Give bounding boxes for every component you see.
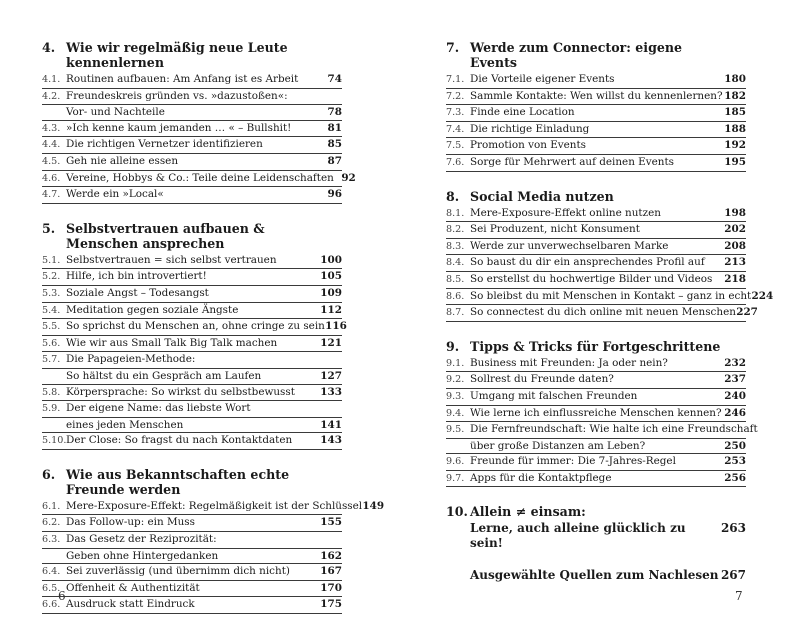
- entry-page: 202: [724, 223, 746, 236]
- entry-title: Die richtige Einladung: [470, 122, 590, 135]
- toc-entry: [42, 564, 342, 581]
- toc-section: [446, 504, 746, 551]
- entry-title: Der eigene Name: das liebste Wort: [66, 402, 251, 415]
- entry-page: 180: [724, 73, 746, 85]
- section-number: 5.: [42, 220, 56, 236]
- entry-page: 78: [327, 106, 342, 119]
- toc-entry: [42, 549, 342, 565]
- entry-page: 185: [724, 106, 746, 119]
- toc-entry: [42, 352, 342, 369]
- section-heading: [446, 504, 746, 519]
- entry-title: Die Papageien-Methode:: [66, 353, 196, 366]
- toc-entry: [42, 401, 342, 418]
- entry-title: Das Gesetz der Reziprozität:: [66, 533, 217, 546]
- entry-page: 232: [724, 356, 746, 369]
- toc-entry: [446, 255, 746, 272]
- entry-number: 8.6.: [446, 290, 465, 302]
- entry-title: Sammle Kontakte: Wen willst du kennenlernen?: [470, 89, 723, 102]
- entry-number: 5.5.: [42, 321, 61, 333]
- entry-title: Apps für die Kontaktpflege: [470, 471, 612, 484]
- toc-entry: [446, 138, 746, 155]
- entry-title: Sei zuverlässig (und übernimm dich nicht): [66, 565, 290, 578]
- entry-title: Offenheit & Authentizität: [66, 581, 200, 594]
- section-heading: [446, 339, 746, 354]
- entry-title: Ausdruck statt Eindruck: [66, 598, 195, 611]
- toc-entry: [42, 286, 342, 303]
- toc-entry: [42, 121, 342, 138]
- entry-page: 213: [724, 256, 746, 269]
- entry-title: Geben ohne Hintergedanken: [66, 549, 219, 562]
- entry-title: Hilfe, ich bin introvertiert!: [66, 270, 207, 283]
- entry-number: 4.2.: [42, 90, 61, 102]
- entry-title: Meditation gegen soziale Ängste: [66, 303, 239, 316]
- toc-entry: [42, 418, 342, 434]
- entry-number: 4.7.: [42, 189, 61, 201]
- entry-number: 7.4.: [446, 123, 465, 135]
- entry-title: Sorge für Mehrwert auf deinen Events: [470, 155, 674, 168]
- entry-number: 7.5.: [446, 140, 465, 152]
- toc-entry: [446, 471, 746, 488]
- entry-title: Werde zur unverwechselbaren Marke: [470, 239, 669, 252]
- entry-page: 256: [724, 471, 746, 484]
- section-heading: [446, 40, 746, 70]
- entry-title: Körpersprache: So wirkst du selbstbewusst: [66, 385, 295, 398]
- entry-title: über große Distanzen am Leben?: [470, 439, 646, 452]
- toc-entry: [42, 532, 342, 549]
- entry-number: 6.6.: [42, 599, 61, 611]
- entry-page: 227: [736, 306, 758, 319]
- entry-number: 9.3.: [446, 390, 465, 402]
- entry-title: Das Follow-up: ein Muss: [66, 516, 195, 529]
- section-number: 7.: [446, 40, 460, 55]
- entry-page: 87: [327, 154, 342, 167]
- entry-number: 6.1.: [42, 500, 61, 512]
- entry-title: Die Vorteile eigener Events: [470, 73, 615, 85]
- entry-page: 167: [320, 565, 342, 578]
- entry-number: 5.4.: [42, 304, 61, 316]
- section-heading: [42, 221, 342, 251]
- entry-page: 105: [320, 270, 342, 283]
- entry-number: 7.1.: [446, 74, 465, 85]
- toc-entry: [42, 319, 347, 336]
- entry-title: Umgang mit falschen Freunden: [470, 389, 638, 402]
- entry-number: 9.5.: [446, 424, 465, 436]
- entry-number: 5.7.: [42, 354, 61, 366]
- entry-title: So sprichst du Menschen an, ohne cringe zu sein: [66, 320, 325, 333]
- toc-entry: [42, 171, 356, 188]
- entry-page: 208: [724, 239, 746, 252]
- entry-title: So bleibst du mit Menschen in Kontakt – ganz in echt: [470, 289, 752, 302]
- sources-title: Ausgewählte Quellen zum Nachlesen: [470, 568, 719, 583]
- toc-entry: [446, 206, 746, 223]
- entry-number: 9.1.: [446, 357, 465, 369]
- sources-page: 267: [720, 568, 746, 583]
- toc-right-page: [446, 40, 774, 583]
- section-title: Allein ≠ einsam:: [470, 504, 586, 520]
- entry-title: Promotion von Events: [470, 139, 586, 152]
- entry-page: 246: [724, 406, 746, 419]
- entry-number: 7.3.: [446, 107, 465, 119]
- entry-number: 8.7.: [446, 307, 465, 319]
- entry-number: 6.4.: [42, 566, 61, 578]
- toc-entry: [446, 372, 746, 389]
- entry-title: So erstellst du hochwertige Bilder und Videos: [470, 272, 713, 285]
- entry-title: Soziale Angst – Todesangst: [66, 286, 209, 299]
- section-number: 9.: [446, 338, 460, 354]
- section-number: 10.: [446, 504, 468, 520]
- toc-entry: [446, 272, 746, 289]
- entry-title: Sollrest du Freunde daten?: [470, 373, 614, 386]
- toc-section: [42, 466, 385, 614]
- toc-entry: [446, 454, 746, 471]
- toc-entry: [446, 289, 774, 306]
- toc-entry: [446, 155, 746, 172]
- toc-entry: [42, 385, 342, 402]
- section-title: Werde zum Connector: eigene Events: [470, 40, 683, 70]
- toc-entry: [42, 581, 342, 598]
- entry-title: Geh nie alleine essen: [66, 154, 179, 167]
- entry-number: 4.6.: [42, 172, 61, 184]
- toc-entry: [42, 499, 385, 516]
- entry-title: Finde eine Location: [470, 106, 575, 119]
- entry-page: 74: [327, 73, 342, 85]
- toc-entry: [42, 89, 342, 106]
- toc-entry: [42, 597, 342, 614]
- toc-entry: [42, 137, 342, 154]
- toc-entry: [42, 105, 342, 121]
- entry-number: 8.1.: [446, 207, 465, 219]
- toc-entry: [42, 154, 342, 171]
- section-title: Tipps & Tricks für Fortgeschrittene: [470, 338, 721, 354]
- entry-number: 8.5.: [446, 273, 465, 285]
- toc-entry: [446, 389, 746, 406]
- toc-section: [42, 220, 347, 450]
- entry-page: 218: [724, 272, 746, 285]
- entry-page: 182: [724, 89, 746, 102]
- section-subtitle-text: Lerne, auch alleine glücklich zu sein!: [470, 521, 686, 551]
- entry-number: 7.2.: [446, 90, 465, 102]
- entry-page: 141: [320, 418, 342, 431]
- entry-title: Wie lerne ich einflussreiche Menschen kennen?: [470, 406, 722, 419]
- entry-number: 4.1.: [42, 74, 61, 85]
- entry-page: 149: [362, 499, 385, 512]
- toc-entry: [446, 122, 746, 139]
- toc-entry: [446, 239, 746, 256]
- entry-page: 133: [320, 385, 342, 398]
- entry-number: 5.8.: [42, 386, 61, 398]
- section-heading: [42, 40, 342, 70]
- entry-title: Freunde für immer: Die 7-Jahres-Regel: [470, 455, 676, 468]
- section-title: Wie wir regelmäßig neue Leute kennenlernen: [66, 40, 288, 70]
- toc-entry: [42, 433, 342, 450]
- entry-title: Selbstvertrauen = sich selbst vertrauen: [66, 253, 277, 266]
- toc-entry: [42, 515, 342, 532]
- entry-number: 6.5.: [42, 582, 61, 594]
- entry-page: 240: [724, 389, 746, 402]
- page-number-left: 6: [58, 589, 66, 603]
- page-number-right: 7: [735, 589, 743, 603]
- entry-title: So hältst du ein Gespräch am Laufen: [66, 369, 262, 382]
- entry-title: »Ich kenne kaum jemanden … « – Bullshit!: [66, 121, 292, 134]
- toc-entry: [446, 72, 746, 89]
- toc-entry: [42, 187, 342, 204]
- section-number: 4.: [42, 40, 56, 55]
- toc-entry: [42, 72, 342, 89]
- entry-page: 81: [327, 121, 342, 134]
- entry-number: 5.9.: [42, 403, 61, 415]
- section-number: 8.: [446, 188, 460, 204]
- section-title: Wie aus Bekanntschaften echte Freunde werden: [66, 466, 290, 497]
- entry-number: 9.7.: [446, 472, 465, 484]
- entry-page: 116: [325, 320, 347, 333]
- entry-page: 127: [320, 369, 342, 382]
- section-title: Social Media nutzen: [470, 188, 614, 204]
- toc-entry: [446, 305, 758, 322]
- entry-page: 188: [724, 122, 746, 135]
- entry-number: 4.4.: [42, 139, 61, 151]
- toc-entry: [446, 406, 746, 423]
- entry-page: 162: [320, 549, 342, 562]
- entry-title: Sei Produzent, nicht Konsument: [470, 223, 640, 236]
- toc-entry: [42, 269, 342, 286]
- entry-page: 198: [724, 206, 746, 219]
- entry-title: eines jeden Menschen: [66, 418, 184, 431]
- entry-number: 5.3.: [42, 287, 61, 299]
- entry-title: Mere-Exposure-Effekt online nutzen: [470, 206, 661, 219]
- entry-page: 96: [327, 188, 342, 201]
- entry-number: 7.6.: [446, 156, 465, 168]
- sources-entry: [446, 568, 746, 583]
- entry-number: 6.3.: [42, 534, 61, 546]
- entry-title: Vor- und Nachteile: [66, 106, 165, 119]
- toc-section: [446, 338, 758, 488]
- entry-number: 8.4.: [446, 257, 465, 269]
- entry-title: Die richtigen Vernetzer identifizieren: [66, 138, 263, 151]
- entry-page: 100: [320, 253, 342, 266]
- entry-page: 250: [724, 439, 746, 452]
- entry-page: 192: [724, 139, 746, 152]
- entry-number: 5.2.: [42, 271, 61, 283]
- entry-title: Wie wir aus Small Talk Big Talk machen: [66, 336, 278, 349]
- entry-page: 224: [751, 289, 774, 302]
- toc-section: [446, 40, 746, 172]
- toc-entry: [42, 303, 342, 320]
- entry-page: 92: [341, 171, 356, 184]
- entry-number: 4.5.: [42, 155, 61, 167]
- entry-page: 175: [320, 598, 342, 611]
- toc-entry: [446, 222, 746, 239]
- entry-number: 8.2.: [446, 224, 465, 236]
- entry-page: 112: [320, 303, 342, 316]
- entry-page: 121: [320, 336, 342, 349]
- toc-left-page: [42, 40, 385, 631]
- entry-title: So baust du dir ein ansprechendes Profil auf: [470, 256, 705, 269]
- entry-number: 6.2.: [42, 517, 61, 529]
- toc-entry: [446, 105, 746, 122]
- section-heading: [42, 467, 342, 497]
- toc-entry: [446, 356, 746, 373]
- toc-entry: [42, 253, 342, 270]
- entry-number: 9.2.: [446, 374, 465, 386]
- toc-entry: [42, 369, 342, 385]
- toc-entry: [446, 89, 746, 106]
- entry-title: Der Close: So fragst du nach Kontaktdaten: [66, 434, 293, 447]
- entry-title: Vereine, Hobbys & Co.: Teile deine Leidenschaften: [66, 171, 334, 184]
- section-title: Selbstvertrauen aufbauen & Menschen ansprechen: [66, 220, 265, 251]
- toc-entry: [42, 336, 342, 353]
- entry-page: 155: [320, 516, 342, 529]
- entry-title: Freundeskreis gründen vs. »dazustoßen«:: [66, 89, 288, 102]
- entry-number: 4.3.: [42, 122, 61, 134]
- toc-entry: [446, 422, 758, 439]
- entry-number: 5.6.: [42, 337, 61, 349]
- entry-page: 143: [320, 434, 342, 447]
- entry-number: 9.6.: [446, 456, 465, 468]
- entry-title: Business mit Freunden: Ja oder nein?: [470, 356, 668, 369]
- entry-number: 5.1.: [42, 254, 61, 266]
- entry-title: Mere-Exposure-Effekt: Regelmäßigkeit ist der Schlüssel: [66, 499, 363, 512]
- entry-number: 9.4.: [446, 407, 465, 419]
- section-number: 6.: [42, 466, 56, 482]
- entry-number: 5.10.: [42, 435, 67, 447]
- toc-section: [42, 40, 356, 204]
- entry-number: 8.3.: [446, 240, 465, 252]
- entry-title: So connectest du dich online mit neuen Menschen: [470, 306, 736, 319]
- entry-page: 195: [724, 155, 746, 168]
- entry-page: 170: [320, 581, 342, 594]
- toc-entry: [446, 439, 746, 455]
- toc-section: [446, 188, 774, 322]
- entry-page: 237: [724, 373, 746, 386]
- section-subtitle-page: 263: [720, 521, 746, 536]
- entry-title: Routinen aufbauen: Am Anfang ist es Arbeit: [66, 73, 299, 85]
- entry-page: 85: [327, 138, 342, 151]
- entry-title: Die Fernfreundschaft: Wie halte ich eine Freundschaft: [470, 423, 758, 436]
- entry-title: Werde ein »Local«: [66, 188, 164, 201]
- entry-page: 109: [320, 286, 342, 299]
- entry-page: 253: [724, 455, 746, 468]
- section-heading: [446, 189, 746, 204]
- section-subtitle: [446, 521, 746, 551]
